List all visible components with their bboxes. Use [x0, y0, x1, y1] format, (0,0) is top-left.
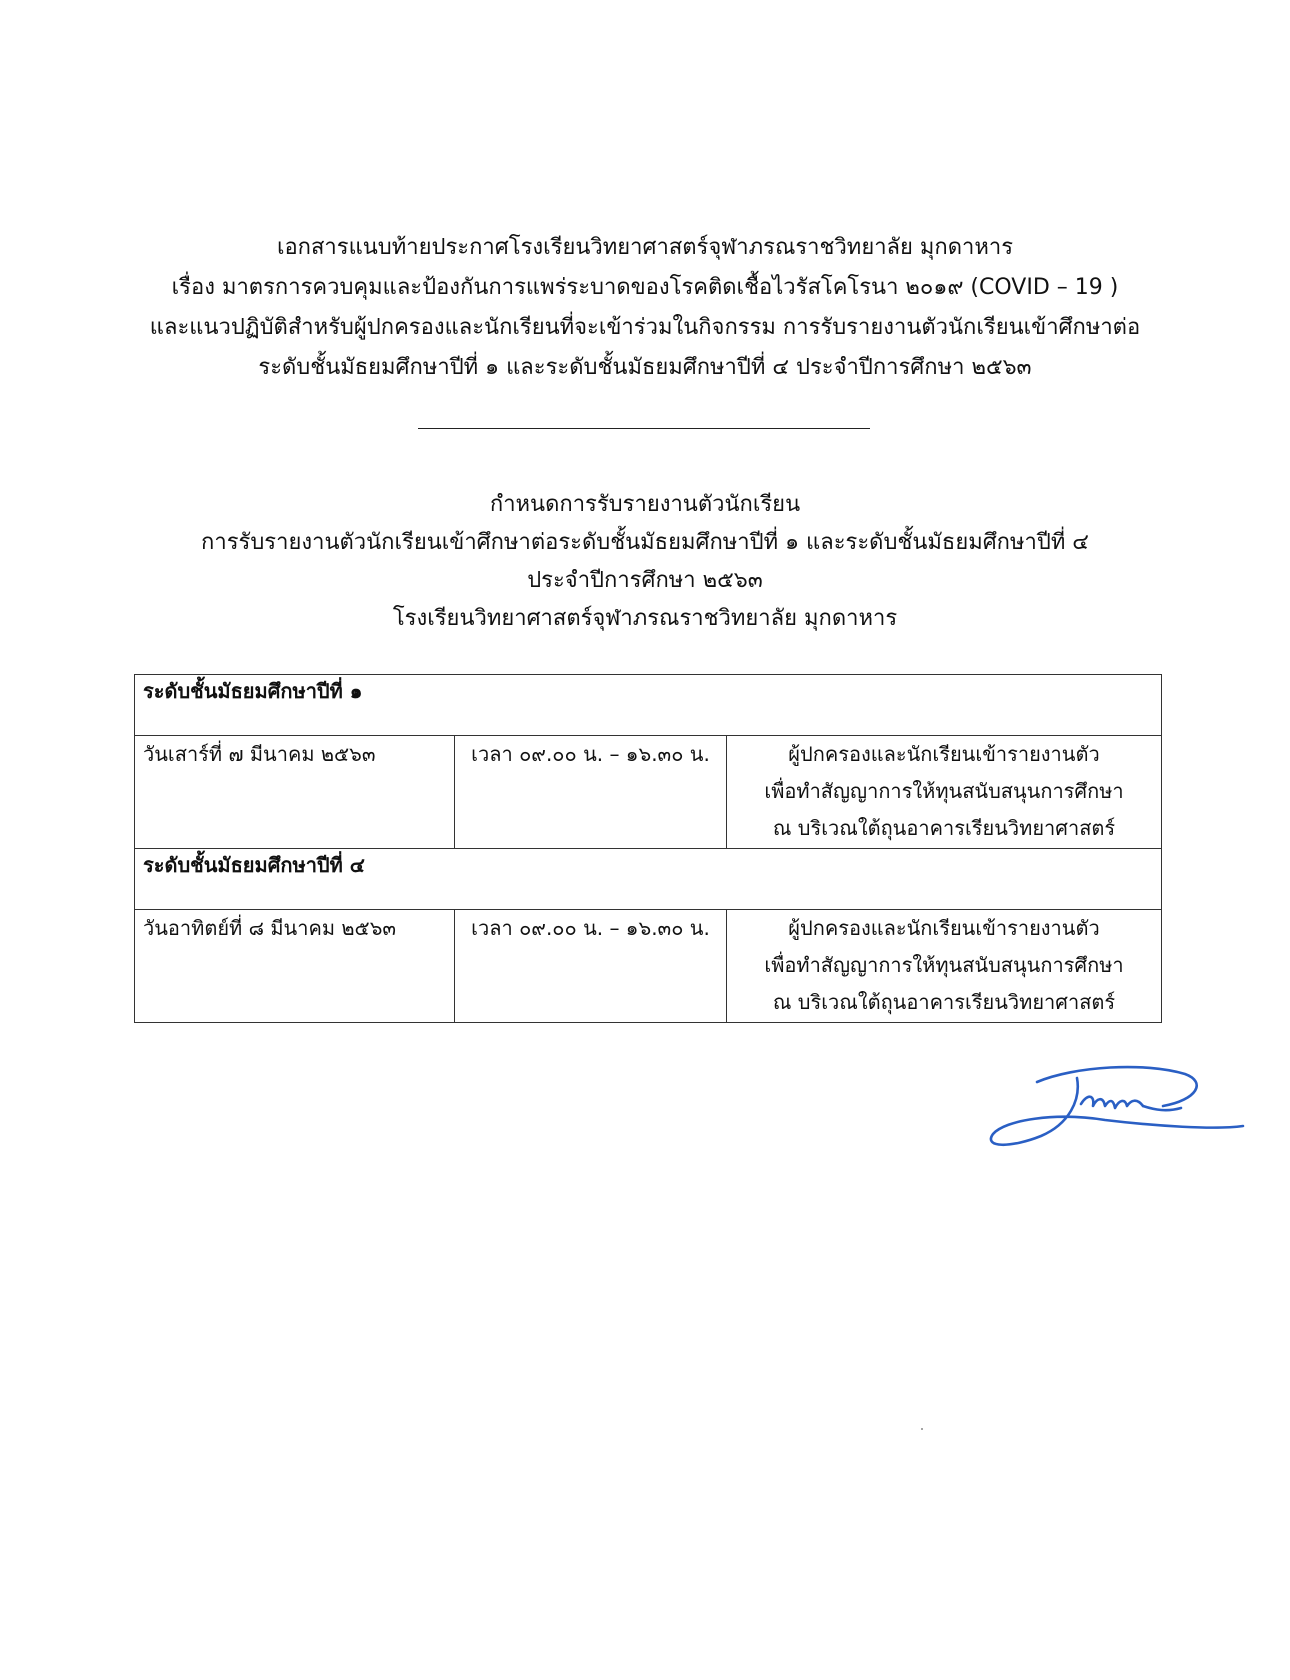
- schedule-heading-line-1: กำหนดการรับรายงานตัวนักเรียน: [489, 492, 801, 517]
- header-line-3: และแนวปฏิบัติสำหรับผู้ปกครองและนักเรียนที่จะเข้าร่วมในกิจกรรม การรับรายงานตัวนักเรียนเข้าศึกษาต่อ: [149, 315, 1141, 340]
- table-row: [135, 736, 1162, 849]
- date-cell: วันเสาร์ที่ ๗ มีนาคม ๒๕๖๓: [135, 736, 455, 849]
- schedule-heading-line-2: การรับรายงานตัวนักเรียนเข้าศึกษาต่อระดับชั้นมัธยมศึกษาปีที่ ๑ และระดับชั้นมัธยมศึกษาปีที่ ๔: [201, 530, 1089, 555]
- date-cell: วันอาทิตย์ที่ ๘ มีนาคม ๒๕๖๓: [135, 910, 455, 1023]
- note-cell: [727, 736, 1162, 849]
- level-label: ระดับชั้นมัธยมศึกษาปีที่ ๑: [135, 675, 1162, 736]
- schedule-heading-line-3: ประจำปีการศึกษา ๒๕๖๓: [527, 568, 763, 593]
- table-row: [135, 910, 1162, 1023]
- schedule-table: [134, 674, 1162, 1023]
- time-cell: เวลา ๐๙.๐๐ น. – ๑๖.๓๐ น.: [455, 910, 727, 1023]
- note-line: ณ บริเวณใต้ถุนอาคารเรียนวิทยาศาสตร์: [772, 816, 1116, 840]
- time-cell: เวลา ๐๙.๐๐ น. – ๑๖.๓๐ น.: [455, 736, 727, 849]
- note-line: ผู้ปกครองและนักเรียนเข้ารายงานตัว: [788, 916, 1100, 940]
- schedule-heading: [0, 486, 1290, 638]
- level-label: ระดับชั้นมัธยมศึกษาปีที่ ๔: [135, 849, 1162, 910]
- header-line-2: เรื่อง มาตรการควบคุมและป้องกันการแพร่ระบาดของโรคติดเชื้อไวรัสโคโรนา ๒๐๑๙ (COVID – 19 ): [171, 275, 1119, 300]
- note-line: ณ บริเวณใต้ถุนอาคารเรียนวิทยาศาสตร์: [772, 990, 1116, 1014]
- schedule-heading-line-4: โรงเรียนวิทยาศาสตร์จุฬาภรณราชวิทยาลัย มุกดาหาร: [392, 606, 898, 631]
- note-line: ผู้ปกครองและนักเรียนเข้ารายงานตัว: [788, 742, 1100, 766]
- scan-speck: [921, 1428, 923, 1430]
- note-line: เพื่อทำสัญญาการให้ทุนสนับสนุนการศึกษา: [764, 779, 1124, 803]
- document-header: [0, 228, 1290, 388]
- note-line: เพื่อทำสัญญาการให้ทุนสนับสนุนการศึกษา: [764, 953, 1124, 977]
- signature-icon: [985, 1060, 1250, 1170]
- level-row-m1: [135, 675, 1162, 736]
- level-row-m4: [135, 849, 1162, 910]
- header-line-4: ระดับชั้นมัธยมศึกษาปีที่ ๑ และระดับชั้นมัธยมศึกษาปีที่ ๔ ประจำปีการศึกษา ๒๕๖๓: [258, 355, 1032, 380]
- header-line-1: เอกสารแนบท้ายประกาศโรงเรียนวิทยาศาสตร์จุฬาภรณราชวิทยาลัย มุกดาหาร: [276, 235, 1014, 260]
- note-cell: [727, 910, 1162, 1023]
- header-divider: [418, 428, 870, 429]
